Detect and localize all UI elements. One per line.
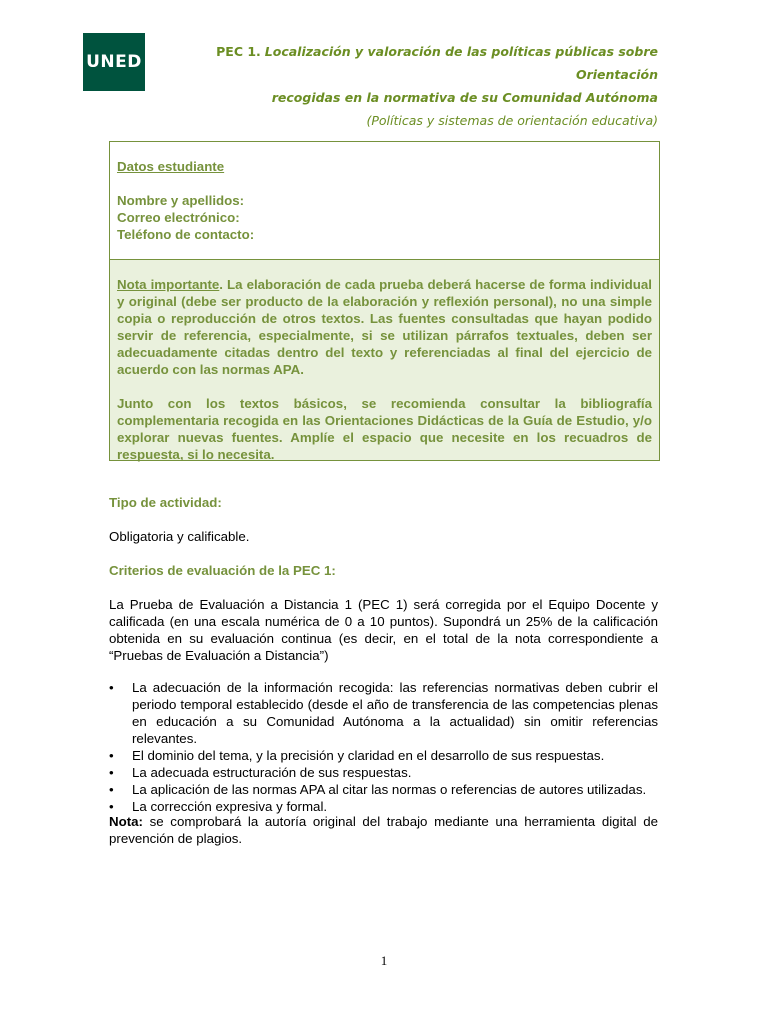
criteria-heading: Criterios de evaluación de la PEC 1:	[109, 563, 336, 578]
criteria-item-text: La adecuación de la información recogida: las referencias normativas deben cubrir el periodo temporal establecido (desde el año de transferencia de las competencias plenas en educación a su Comunidad Autónoma a la actualidad) sin omitir referencias relevantes.	[132, 680, 658, 746]
note-paragraph-1	[117, 276, 652, 378]
criteria-intro: La Prueba de Evaluación a Distancia 1 (PEC 1) será corregida por el Equipo Docente y calificada (en una escala numérica de 0 a 10 puntos). Supondrá un 25% de la calificación obtenida en su evaluación continua (es decir, en el total de la nota correspondiente a “Pruebas de Evaluación a Distancia”)	[109, 597, 658, 663]
bullet-icon: •	[109, 765, 114, 780]
bullet-icon: •	[109, 680, 114, 695]
criteria-list	[109, 679, 658, 815]
activity-text: Obligatoria y calificable.	[109, 529, 250, 544]
header-title-line2: recogidas en la normativa de su Comunidad Autónoma	[271, 90, 658, 105]
criteria-item-text: La aplicación de las normas APA al citar las normas o referencias de autores utilizadas.	[132, 782, 647, 797]
field-email-label: Correo electrónico:	[117, 210, 240, 225]
important-note-box	[109, 259, 660, 461]
bullet-icon: •	[109, 748, 114, 763]
criteria-item-text: La corrección expresiva y formal.	[132, 799, 328, 814]
uned-logo	[83, 33, 145, 91]
header-title-line1: Localización y valoración de las políticas públicas sobre Orientación	[264, 44, 658, 82]
note-paragraph-2: Junto con los textos básicos, se recomienda consultar la bibliografía complementaria recogida en las Orientaciones Didácticas de la Guía de Estudio, y/o explorar nuevas fuentes. Amplíe el espacio que necesite en los recuadros de respuesta, si lo necesita.	[117, 396, 652, 462]
criteria-item	[109, 764, 658, 781]
criteria-item	[109, 679, 658, 747]
criteria-item	[109, 781, 658, 798]
field-name-label: Nombre y apellidos:	[117, 193, 245, 208]
criteria-item-text: La adecuada estructuración de sus respuestas.	[132, 765, 412, 780]
bullet-icon: •	[109, 799, 114, 814]
header-pec-label: PEC 1.	[216, 44, 261, 59]
note-label: Nota importante	[117, 277, 220, 292]
final-note	[109, 813, 658, 847]
page-number: 1	[380, 953, 388, 968]
final-note-label: Nota:	[109, 814, 143, 829]
header-subtitle: (Políticas y sistemas de orientación educativa)	[366, 113, 658, 128]
activity-heading: Tipo de actividad:	[109, 495, 222, 510]
student-data-heading: Datos estudiante	[117, 159, 225, 174]
logo-text: UNED	[86, 52, 142, 72]
bullet-icon: •	[109, 782, 114, 797]
document-header	[148, 40, 658, 132]
field-phone-label: Teléfono de contacto:	[117, 227, 255, 242]
note-text-1: . La elaboración de cada prueba deberá hacerse de forma individual y original (debe ser producto de la elaboración y reflexión personal), no una simple copia o reproducción de otros textos. Las fuentes consultadas que hayan podido servir de referencia, especialmente, si se utilizan párrafos textuales, deben ser adecuadamente citadas dentro del texto y referenciadas al final del ejercicio de acuerdo con las normas APA.	[117, 277, 653, 377]
criteria-item	[109, 747, 658, 764]
student-data-box	[109, 141, 660, 260]
criteria-item-text: El dominio del tema, y la precisión y claridad en el desarrollo de sus respuestas.	[132, 748, 605, 763]
final-note-text: se comprobará la autoría original del trabajo mediante una herramienta digital de prevención de plagios.	[109, 814, 658, 846]
